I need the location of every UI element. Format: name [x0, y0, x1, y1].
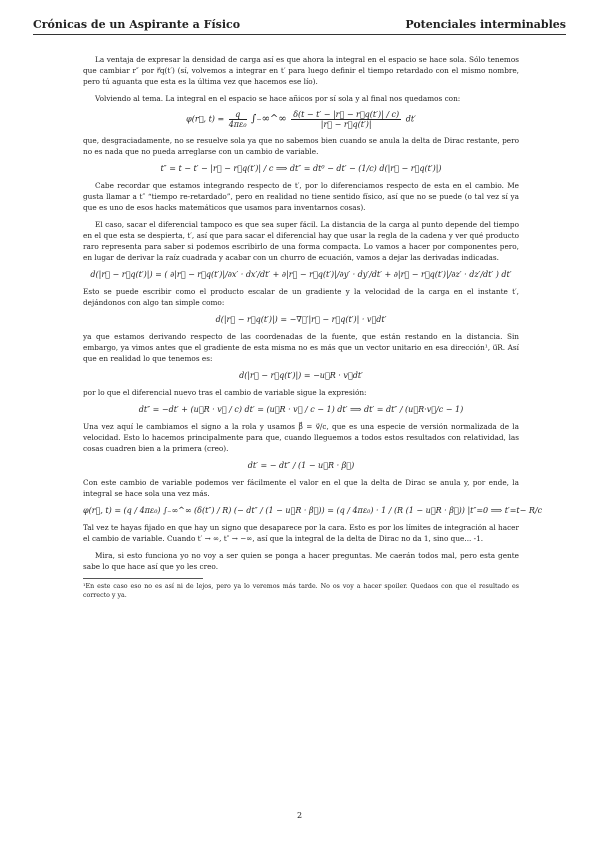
eq-integrand: $\frac{\delta(t - t' - |r⃗ - r⃗q(t')| / c)}{|r⃗ - r⃗q(t')|}$: [293, 110, 400, 129]
eq-coefficient: $\frac{q}{\text{4πε₀}}$: [228, 110, 247, 129]
page-body: [83, 54, 543, 600]
eq-lhs: φ(r⃗, t) =: [186, 114, 225, 124]
equation-lienard-wiechert: φ(r⃗, t) = (q / 4πε₀) ∫₋∞^∞ (δ(t″) / R) (− dt″ / (1 − u⃗R · β⃗)) = (q / 4πε₀) · 1 / (R (1 − u⃗R · β⃗)) |t″=0 ⟹ t′=t− R/c: [83, 506, 543, 515]
equation-chain-rule: d(|r⃗ − r⃗q(t′)|) = ( ∂|r⃗ − r⃗q(t′)|/∂x′ · dx′/dt′ + ∂|r⃗ − r⃗q(t′)|/∂y′ · dy′/dt′ + ∂|r⃗ − r⃗q(t′)|/∂z′ · dz′/dt′ ) dt′: [90, 270, 512, 279]
footnote-rule: [83, 578, 203, 579]
equation-variable-change: t″ = t − t′ − |r⃗ − r⃗q(t′)| / c ⟹ dt″ = dt⁰ − dt′ − (1/c) d(|r⃗ − r⃗q(t′)|): [160, 164, 442, 173]
paragraph: por lo que el diferencial nuevo tras el cambio de variable sigue la expresión:: [83, 388, 367, 397]
equation-beta: dt′ = − dt″ / (1 − u⃗R · β⃗): [247, 461, 355, 470]
running-header: [33, 16, 566, 35]
header-chapter-title: Potenciales interminables: [405, 18, 566, 31]
footnote: ¹En este caso eso no es así ni de lejos, pero ya lo veremos más tarde. No os voy a hacer spoiler. Quedaos con que el resultado es correcto y ya.: [83, 583, 519, 599]
equation-unit-vector: d(|r⃗ − r⃗q(t′)|) = −u⃗R · v⃗dt′: [239, 371, 363, 380]
equation-new-differential: dt″ = −dt′ + (u⃗R · v⃗ / c) dt′ = (u⃗R · v⃗ / c − 1) dt′ ⟹ dt′ = dt″ / (u⃗R·v⃗/c − 1): [138, 405, 464, 414]
paragraph: Cabe recordar que estamos integrando respecto de t′, por lo diferenciamos respecto de esta en el cambio. Me gusta llamar a t″ “tiempo re-retardado”, pero en realidad no tiene sentido físico, así que no se puede (o tal vez sí ya que es uno de esos hacks matemáticos que usamos para inventarnos cosas).: [83, 181, 519, 212]
header-book-title: Crónicas de un Aspirante a Físico: [33, 18, 241, 31]
page-number: 2: [296, 811, 303, 820]
equation-potential-integral: [83, 110, 519, 129]
paragraph: La ventaja de expresar la densidad de carga así es que ahora la integral en el espacio se hace sola. Sólo tenemos que cambiar r″ por r⃗q(t′) (sí, volvemos a integrar en t′ para luego definir el tiempo retardado con el mismo nombre, pero tú aguanta que esta es la última vez que hacemos ese lío).: [83, 55, 519, 86]
paragraph: El caso, sacar el diferencial tampoco es que sea super fácil. La distancia de la carga al punto depende del tiempo en el que esta se despierta, t′, así que para sacar el diferencial hay que usar la regla de la cadena y ver qué producto raro representa para saber si podemos escribirlo de una forma compacta. Lo vamos a hacer por componentes pero, en lugar de derivar la raíz cuadrada y acabar con un churro de ecuación, vamos a dejar las derivadas indicadas.: [83, 220, 519, 262]
equation-gradient: d(|r⃗ − r⃗q(t′)|) = −∇⃗′|r⃗ − r⃗q(t′)| · v⃗dt′: [215, 315, 387, 324]
integral-sign: ∫₋∞^∞: [251, 113, 287, 125]
eq-differential: dt′: [405, 114, 416, 124]
paragraph: que, desgraciadamente, no se resuelve sola ya que no sabemos bien cuando se anula la delta de Dirac restante, pero no es nada que no pueda arreglarse con un cambio de variable.: [83, 136, 519, 156]
paragraph: Esto se puede escribir como el producto escalar de un gradiente y la velocidad de la carga en el instante t′, dejándonos con algo tan simple como:: [83, 287, 519, 307]
paragraph: ya que estamos derivando respecto de las coordenadas de la fuente, que están restando en la distancia. Sin embargo, ya vimos antes que el gradiente de esta misma no es más que un vector unitario en esa dirección¹, u⃗R. Así que en realidad lo que tenemos es:: [83, 332, 519, 363]
paragraph: Una vez aquí le cambiamos el signo a la rola y usamos β⃗ = v⃗/c, que es una especie de versión normalizada de la velocidad. Esto lo hacemos principalmente para que, cuando lleguemos a todos estos resultados con relatividad, las cosas cuadren bien a la primera (creo).: [83, 422, 519, 453]
paragraph: Tal vez te hayas fijado en que hay un signo que desaparece por la cara. Esto es por los límites de integración al hacer el cambio de variable. Cuando t′ → ∞, t″ → −∞, así que la integral de la delta de Dirac no da 1, sino que... -1.: [83, 523, 519, 543]
paragraph: Con este cambio de variable podemos ver fácilmente el valor en el que la delta de Dirac se anula y, por ende, la integral se hace sola una vez más.: [83, 478, 519, 498]
paragraph: Mira, si esto funciona yo no voy a ser quien se ponga a hacer preguntas. Me caerán todos mal, pero esta gente sabe lo que hace así que yo les creo.: [83, 551, 519, 571]
paragraph: Volviendo al tema. La integral en el espacio se hace añicos por sí sola y al final nos quedamos con:: [95, 94, 461, 103]
